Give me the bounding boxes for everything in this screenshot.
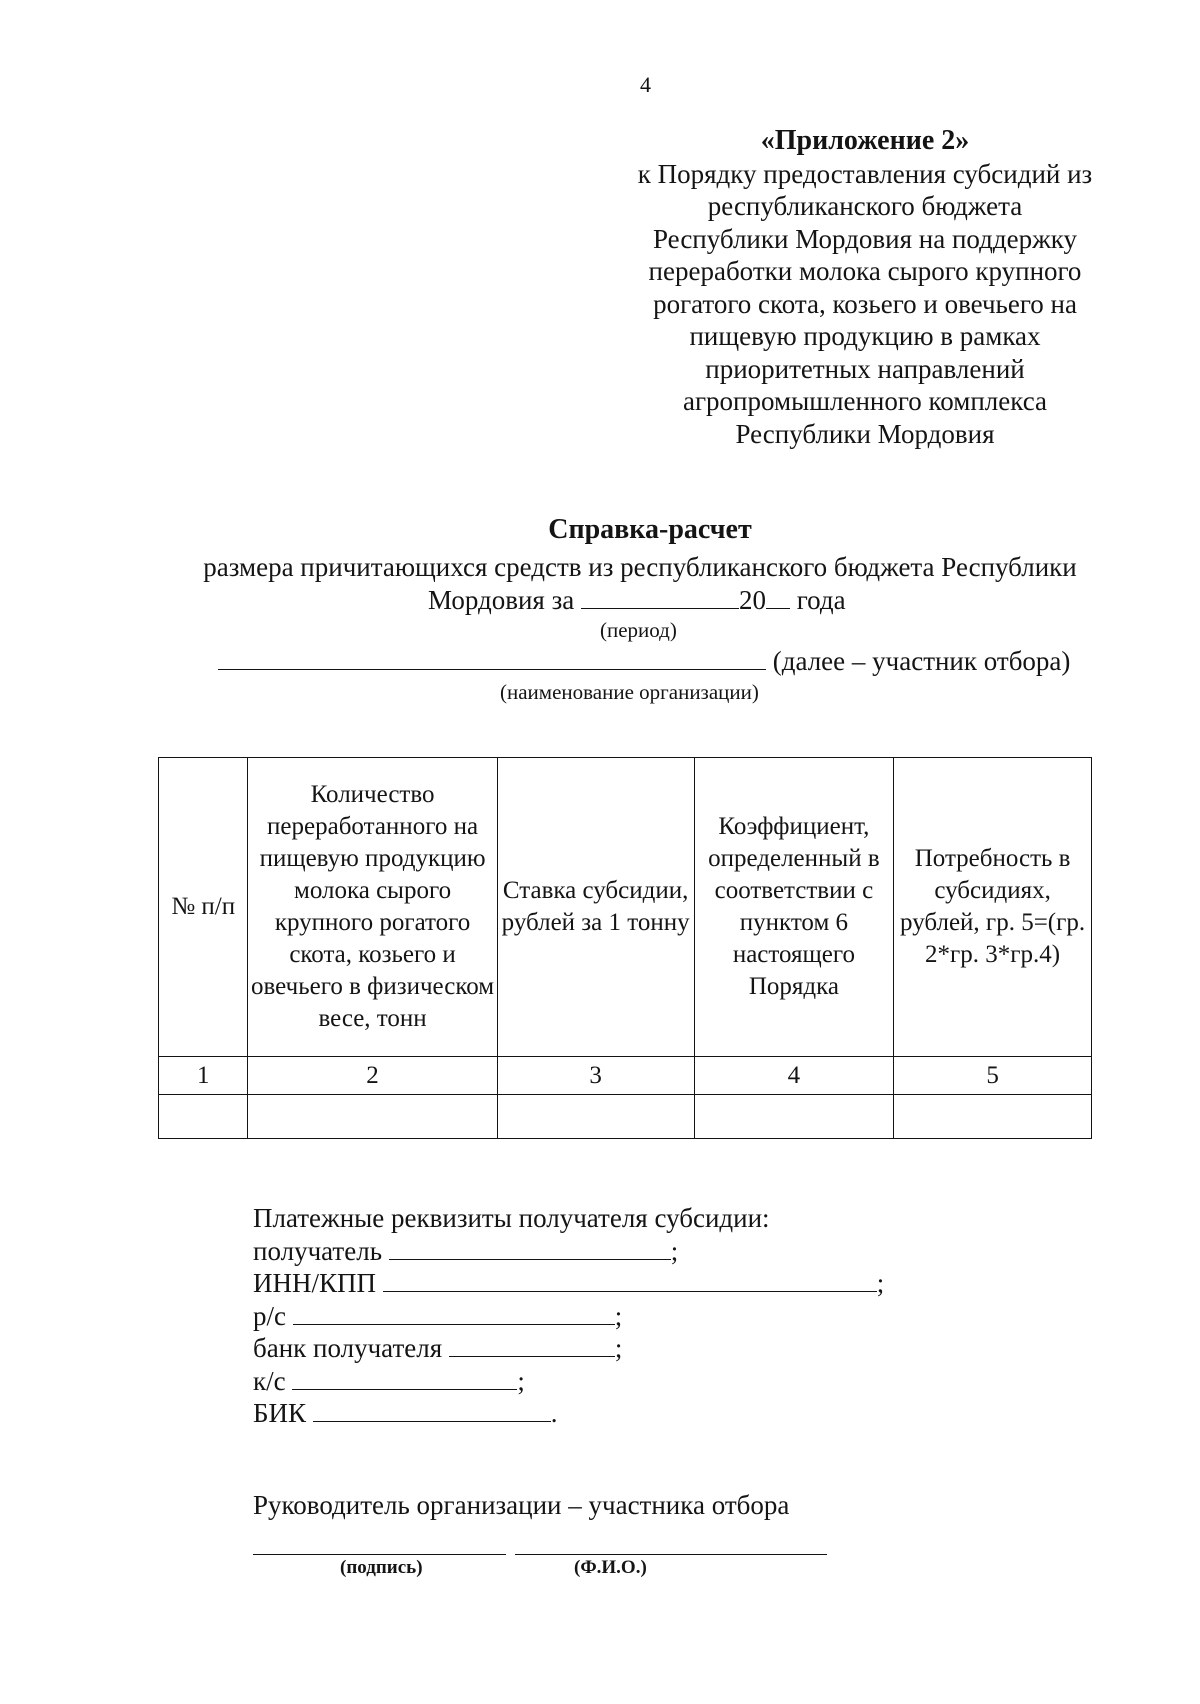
table-cell[interactable] [248, 1095, 497, 1139]
organization-line [218, 645, 1070, 677]
payment-title: Платежные реквизиты получателя субсидии: [253, 1203, 770, 1233]
annex-line: к Порядку предоставления субсидий из [637, 158, 1093, 189]
separator: ; [876, 1268, 885, 1298]
correspondent-account-line [253, 1365, 884, 1398]
annex-line: республиканского бюджета [707, 191, 1023, 221]
annex-line: приоритетных направлений [705, 353, 1025, 384]
column-header-number: № п/п [159, 758, 248, 1057]
separator: . [550, 1398, 558, 1428]
column-number: 1 [159, 1057, 248, 1095]
column-header-rate: Ставка субсидии, рублей за 1 тонну [497, 758, 694, 1057]
annex-line: Республики Мордовия [735, 418, 995, 449]
organization-caption: (наименование организации) [500, 680, 759, 704]
annex-line: пищевую продукцию в рамках [689, 321, 1041, 351]
column-number: 4 [694, 1057, 894, 1095]
period-line [428, 584, 846, 616]
full-name-caption: (Ф.И.О.) [574, 1557, 647, 1578]
full-name-field[interactable] [515, 1553, 827, 1555]
column-number-row [159, 1057, 1092, 1095]
account-label: р/с [253, 1300, 286, 1331]
year-prefix: 20 [738, 585, 766, 615]
annex-line: Республики Мордовия на поддержку [653, 223, 1077, 254]
period-caption: (период) [600, 618, 677, 642]
year-suffix: года [796, 585, 846, 615]
column-number: 2 [248, 1057, 497, 1095]
inn-kpp-line [253, 1267, 884, 1300]
calculation-table [158, 757, 1092, 1139]
bank-label: банк получателя [253, 1333, 443, 1363]
recipient-label: получатель [253, 1235, 383, 1266]
period-field[interactable] [581, 584, 739, 609]
account-line [253, 1300, 884, 1333]
separator: ; [614, 1300, 623, 1331]
column-number: 5 [894, 1057, 1092, 1095]
annex-line: агропромышленного комплекса [683, 386, 1047, 416]
correspondent-account-field[interactable] [292, 1365, 517, 1390]
annex-line: рогатого скота, козьего и овечьего на [653, 288, 1077, 319]
recipient-line [253, 1235, 884, 1268]
document-subtitle: размера причитающихся средств из республиканского бюджета Республики [203, 552, 1077, 582]
payment-details [253, 1202, 884, 1430]
table-cell[interactable] [159, 1095, 248, 1139]
table-cell[interactable] [497, 1095, 694, 1139]
separator: ; [517, 1365, 525, 1396]
table-cell[interactable] [694, 1095, 894, 1139]
table-cell[interactable] [894, 1095, 1092, 1139]
column-header-coefficient: Коэффициент, определенный в соответствии с пунктом 6 настоящего Порядка [694, 758, 894, 1057]
bank-line [253, 1332, 884, 1365]
column-header-subsidy-need: Потребность в субсидиях, рублей, гр. 5=(гр. 2*гр. 3*гр.4) [894, 758, 1092, 1057]
inn-kpp-field[interactable] [383, 1267, 877, 1292]
account-field[interactable] [293, 1300, 615, 1325]
annex-line: переработки молока сырого крупного [648, 256, 1082, 286]
column-header-quantity: Количество переработанного на пищевую продукцию молока сырого крупного рогатого скота, козьего и овечьего в физическом весе, тонн [248, 758, 497, 1057]
correspondent-account-label: к/с [253, 1365, 286, 1396]
year-field[interactable] [766, 584, 790, 609]
recipient-field[interactable] [389, 1235, 671, 1260]
signature-field[interactable] [253, 1553, 506, 1555]
bank-field[interactable] [449, 1332, 615, 1357]
separator: ; [614, 1333, 623, 1363]
bik-line [253, 1397, 884, 1430]
bik-label: БИК [253, 1398, 307, 1428]
column-number: 3 [497, 1057, 694, 1095]
table-header-row [159, 758, 1092, 1057]
period-prefix: Мордовия за [428, 585, 575, 615]
organization-field[interactable] [218, 645, 766, 670]
page-number: 4 [640, 72, 651, 97]
document-title: Справка-расчет [548, 514, 752, 545]
separator: ; [670, 1235, 679, 1266]
inn-kpp-label: ИНН/КПП [253, 1268, 377, 1298]
organization-suffix: (далее – участник отбора) [772, 646, 1071, 676]
annex-block [615, 125, 1115, 450]
table-row [159, 1095, 1092, 1139]
bik-field[interactable] [313, 1397, 551, 1422]
annex-title: «Приложение 2» [760, 125, 970, 156]
signature-caption: (подпись) [340, 1557, 423, 1578]
signature-title: Руководитель организации – участника отбора [253, 1490, 790, 1520]
